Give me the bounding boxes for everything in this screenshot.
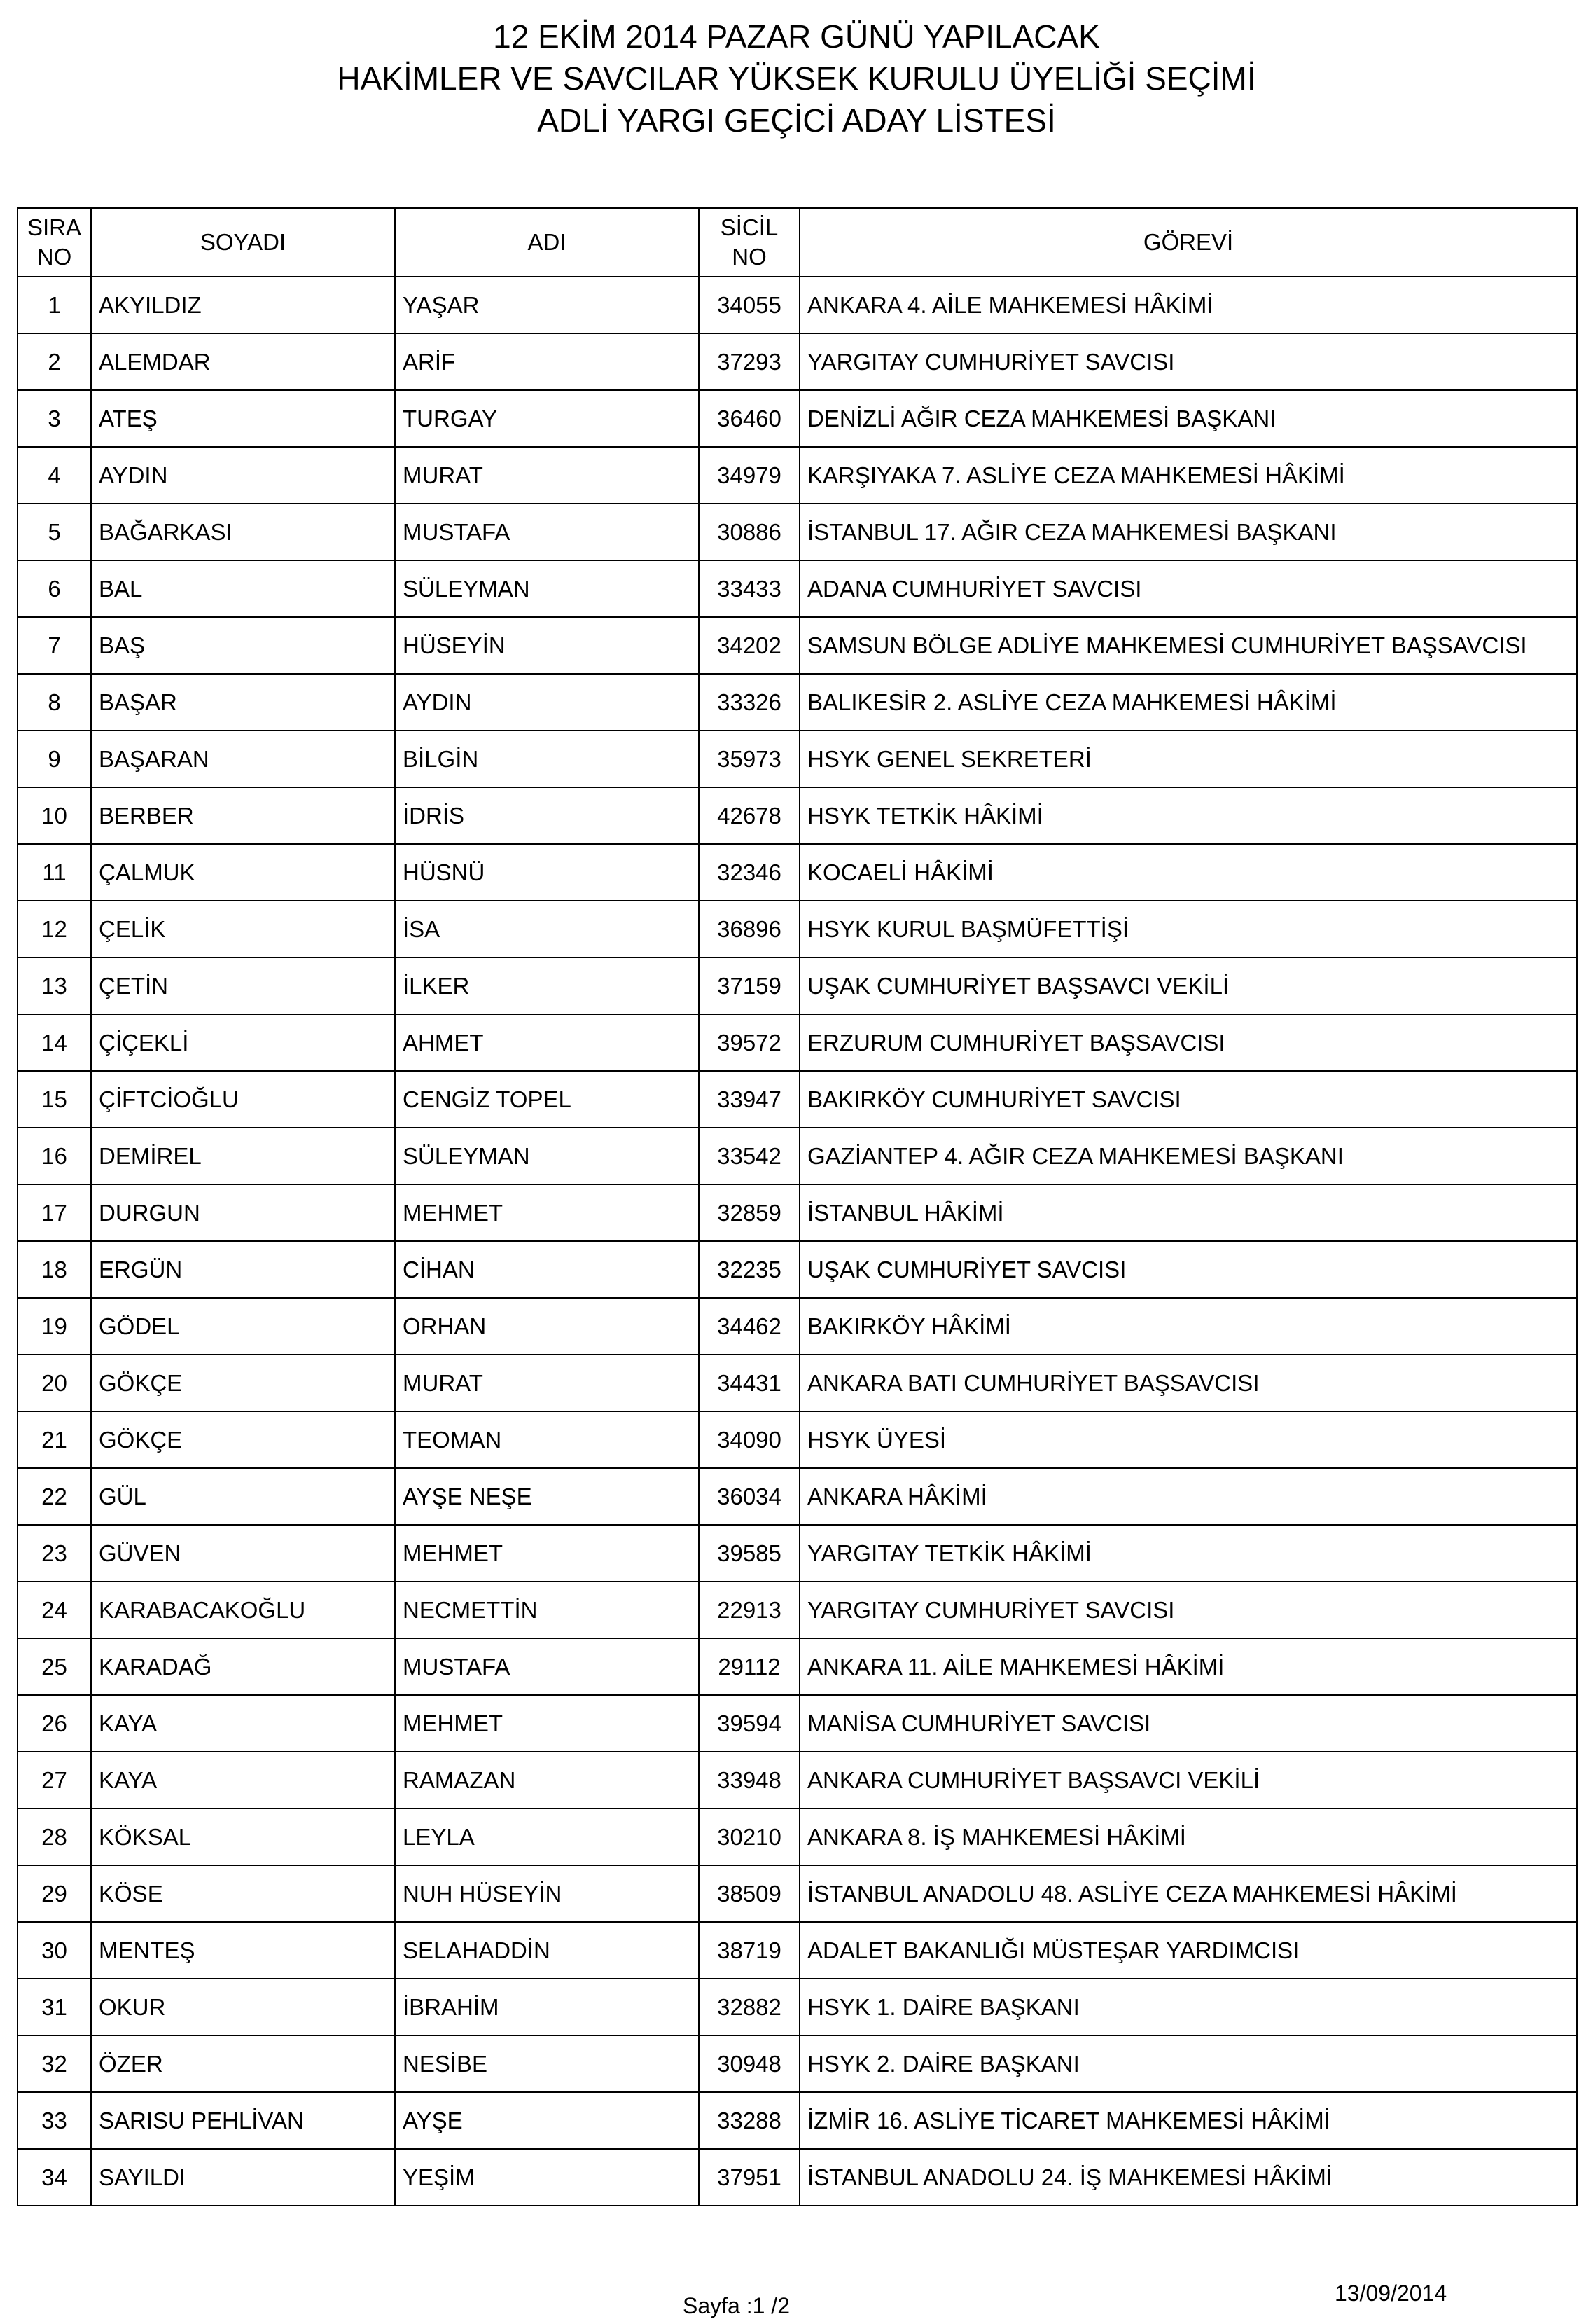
cell-sira-no: 22 bbox=[18, 1468, 91, 1525]
table-row bbox=[18, 617, 1577, 674]
cell-sicil-no: 37951 bbox=[699, 2149, 800, 2206]
cell-sicil-no: 33947 bbox=[699, 1071, 800, 1128]
cell-sira-no: 19 bbox=[18, 1298, 91, 1355]
cell-gorevi: İSTANBUL HÂKİMİ bbox=[800, 1184, 1577, 1241]
document-title bbox=[0, 15, 1593, 141]
column-header-sira-line2: NO bbox=[36, 244, 72, 270]
cell-adi: SELAHADDİN bbox=[395, 1922, 699, 1979]
cell-gorevi: İSTANBUL ANADOLU 24. İŞ MAHKEMESİ HÂKİMİ bbox=[800, 2149, 1577, 2206]
cell-sira-no: 24 bbox=[18, 1582, 91, 1638]
table-row bbox=[18, 390, 1577, 447]
cell-soyadi: GÖKÇE bbox=[91, 1355, 395, 1411]
cell-sira-no: 33 bbox=[18, 2092, 91, 2149]
cell-adi: RAMAZAN bbox=[395, 1752, 699, 1808]
cell-soyadi: ÇİÇEKLİ bbox=[91, 1014, 395, 1071]
cell-soyadi: ÇELİK bbox=[91, 901, 395, 957]
cell-soyadi: ÇALMUK bbox=[91, 844, 395, 901]
column-header-gorevi: GÖREVİ bbox=[800, 208, 1577, 277]
cell-sicil-no: 30886 bbox=[699, 504, 800, 560]
table-body bbox=[18, 277, 1577, 2206]
cell-soyadi: KAYA bbox=[91, 1695, 395, 1752]
cell-sira-no: 25 bbox=[18, 1638, 91, 1695]
cell-gorevi: ERZURUM CUMHURİYET BAŞSAVCISI bbox=[800, 1014, 1577, 1071]
cell-sicil-no: 33948 bbox=[699, 1752, 800, 1808]
cell-soyadi: DEMİREL bbox=[91, 1128, 395, 1184]
table-row bbox=[18, 1865, 1577, 1922]
table-row bbox=[18, 2149, 1577, 2206]
cell-sira-no: 30 bbox=[18, 1922, 91, 1979]
cell-sicil-no: 33542 bbox=[699, 1128, 800, 1184]
cell-sicil-no: 34090 bbox=[699, 1411, 800, 1468]
table-row bbox=[18, 277, 1577, 333]
cell-gorevi: BAKIRKÖY CUMHURİYET SAVCISI bbox=[800, 1071, 1577, 1128]
cell-soyadi: ERGÜN bbox=[91, 1241, 395, 1298]
cell-sira-no: 20 bbox=[18, 1355, 91, 1411]
cell-gorevi: ANKARA 4. AİLE MAHKEMESİ HÂKİMİ bbox=[800, 277, 1577, 333]
cell-sira-no: 6 bbox=[18, 560, 91, 617]
cell-sira-no: 34 bbox=[18, 2149, 91, 2206]
cell-gorevi: İZMİR 16. ASLİYE TİCARET MAHKEMESİ HÂKİMİ bbox=[800, 2092, 1577, 2149]
cell-soyadi: KAYA bbox=[91, 1752, 395, 1808]
cell-adi: YAŞAR bbox=[395, 277, 699, 333]
cell-adi: İLKER bbox=[395, 957, 699, 1014]
cell-adi: NUH HÜSEYİN bbox=[395, 1865, 699, 1922]
cell-sicil-no: 30210 bbox=[699, 1808, 800, 1865]
cell-gorevi: ANKARA BATI CUMHURİYET BAŞSAVCISI bbox=[800, 1355, 1577, 1411]
cell-adi: TEOMAN bbox=[395, 1411, 699, 1468]
table-row bbox=[18, 2092, 1577, 2149]
cell-sira-no: 2 bbox=[18, 333, 91, 390]
cell-soyadi: SARISU PEHLİVAN bbox=[91, 2092, 395, 2149]
cell-adi: ARİF bbox=[395, 333, 699, 390]
cell-soyadi: OKUR bbox=[91, 1979, 395, 2035]
page-number: Sayfa :1 /2 bbox=[683, 2293, 790, 2318]
cell-adi: İDRİS bbox=[395, 787, 699, 844]
cell-sira-no: 5 bbox=[18, 504, 91, 560]
cell-adi: CENGİZ TOPEL bbox=[395, 1071, 699, 1128]
table-row bbox=[18, 1071, 1577, 1128]
cell-sicil-no: 32859 bbox=[699, 1184, 800, 1241]
column-header-sicil-line1: SİCİL bbox=[720, 214, 779, 240]
cell-soyadi: DURGUN bbox=[91, 1184, 395, 1241]
cell-sicil-no: 32235 bbox=[699, 1241, 800, 1298]
cell-soyadi: MENTEŞ bbox=[91, 1922, 395, 1979]
cell-sira-no: 31 bbox=[18, 1979, 91, 2035]
table-row bbox=[18, 1808, 1577, 1865]
cell-sicil-no: 38509 bbox=[699, 1865, 800, 1922]
cell-adi: MUSTAFA bbox=[395, 1638, 699, 1695]
cell-sira-no: 28 bbox=[18, 1808, 91, 1865]
cell-adi: İSA bbox=[395, 901, 699, 957]
cell-sicil-no: 33288 bbox=[699, 2092, 800, 2149]
cell-adi: MURAT bbox=[395, 447, 699, 504]
table-row bbox=[18, 1525, 1577, 1582]
cell-adi: NECMETTİN bbox=[395, 1582, 699, 1638]
cell-gorevi: UŞAK CUMHURİYET SAVCISI bbox=[800, 1241, 1577, 1298]
cell-sira-no: 13 bbox=[18, 957, 91, 1014]
cell-adi: CİHAN bbox=[395, 1241, 699, 1298]
cell-adi: ORHAN bbox=[395, 1298, 699, 1355]
cell-sira-no: 8 bbox=[18, 674, 91, 731]
cell-adi: AYDIN bbox=[395, 674, 699, 731]
cell-soyadi: GÜVEN bbox=[91, 1525, 395, 1582]
cell-sicil-no: 29112 bbox=[699, 1638, 800, 1695]
cell-soyadi: AKYILDIZ bbox=[91, 277, 395, 333]
cell-gorevi: ANKARA HÂKİMİ bbox=[800, 1468, 1577, 1525]
table-row bbox=[18, 731, 1577, 787]
column-header-sicil-line2: NO bbox=[732, 244, 767, 270]
table-row bbox=[18, 333, 1577, 390]
cell-gorevi: GAZİANTEP 4. AĞIR CEZA MAHKEMESİ BAŞKANI bbox=[800, 1128, 1577, 1184]
cell-sira-no: 32 bbox=[18, 2035, 91, 2092]
cell-gorevi: UŞAK CUMHURİYET BAŞSAVCI VEKİLİ bbox=[800, 957, 1577, 1014]
cell-soyadi: BAL bbox=[91, 560, 395, 617]
table-row bbox=[18, 560, 1577, 617]
cell-adi: YEŞİM bbox=[395, 2149, 699, 2206]
cell-gorevi: İSTANBUL 17. AĞIR CEZA MAHKEMESİ BAŞKANI bbox=[800, 504, 1577, 560]
cell-sicil-no: 36034 bbox=[699, 1468, 800, 1525]
table-row bbox=[18, 844, 1577, 901]
cell-gorevi: YARGITAY CUMHURİYET SAVCISI bbox=[800, 333, 1577, 390]
cell-soyadi: KARABACAKOĞLU bbox=[91, 1582, 395, 1638]
cell-soyadi: KARADAĞ bbox=[91, 1638, 395, 1695]
cell-gorevi: HSYK 2. DAİRE BAŞKANI bbox=[800, 2035, 1577, 2092]
cell-soyadi: GÜL bbox=[91, 1468, 395, 1525]
table-row bbox=[18, 447, 1577, 504]
candidate-table bbox=[17, 207, 1578, 2206]
table-row bbox=[18, 1582, 1577, 1638]
cell-sicil-no: 33433 bbox=[699, 560, 800, 617]
cell-adi: NESİBE bbox=[395, 2035, 699, 2092]
cell-gorevi: ANKARA CUMHURİYET BAŞSAVCI VEKİLİ bbox=[800, 1752, 1577, 1808]
cell-sira-no: 17 bbox=[18, 1184, 91, 1241]
cell-sicil-no: 38719 bbox=[699, 1922, 800, 1979]
table-row bbox=[18, 787, 1577, 844]
table-row bbox=[18, 1638, 1577, 1695]
cell-sira-no: 18 bbox=[18, 1241, 91, 1298]
cell-sira-no: 14 bbox=[18, 1014, 91, 1071]
cell-soyadi: ATEŞ bbox=[91, 390, 395, 447]
cell-sicil-no: 39594 bbox=[699, 1695, 800, 1752]
cell-gorevi: BAKIRKÖY HÂKİMİ bbox=[800, 1298, 1577, 1355]
table-row bbox=[18, 1468, 1577, 1525]
column-header-adi: ADI bbox=[395, 208, 699, 277]
cell-adi: HÜSNÜ bbox=[395, 844, 699, 901]
cell-gorevi: ADANA CUMHURİYET SAVCISI bbox=[800, 560, 1577, 617]
cell-gorevi: HSYK TETKİK HÂKİMİ bbox=[800, 787, 1577, 844]
cell-adi: MEHMET bbox=[395, 1525, 699, 1582]
cell-sira-no: 9 bbox=[18, 731, 91, 787]
table-row bbox=[18, 1128, 1577, 1184]
cell-soyadi: AYDIN bbox=[91, 447, 395, 504]
cell-adi: MUSTAFA bbox=[395, 504, 699, 560]
cell-soyadi: KÖSE bbox=[91, 1865, 395, 1922]
cell-gorevi: HSYK ÜYESİ bbox=[800, 1411, 1577, 1468]
cell-soyadi: BAŞAR bbox=[91, 674, 395, 731]
cell-soyadi: ÇETİN bbox=[91, 957, 395, 1014]
cell-gorevi: HSYK GENEL SEKRETERİ bbox=[800, 731, 1577, 787]
cell-sira-no: 29 bbox=[18, 1865, 91, 1922]
column-header-sira-no bbox=[18, 208, 91, 277]
table-row bbox=[18, 1014, 1577, 1071]
table-row bbox=[18, 1922, 1577, 1979]
cell-sira-no: 7 bbox=[18, 617, 91, 674]
cell-soyadi: ÖZER bbox=[91, 2035, 395, 2092]
print-date: 13/09/2014 bbox=[1335, 2281, 1447, 2306]
cell-adi: SÜLEYMAN bbox=[395, 560, 699, 617]
cell-sicil-no: 34431 bbox=[699, 1355, 800, 1411]
column-header-soyadi: SOYADI bbox=[91, 208, 395, 277]
cell-soyadi: BERBER bbox=[91, 787, 395, 844]
table-row bbox=[18, 1979, 1577, 2035]
cell-adi: AYŞE NEŞE bbox=[395, 1468, 699, 1525]
table-header-row bbox=[18, 208, 1577, 277]
cell-sira-no: 23 bbox=[18, 1525, 91, 1582]
cell-sicil-no: 22913 bbox=[699, 1582, 800, 1638]
cell-gorevi: DENİZLİ AĞIR CEZA MAHKEMESİ BAŞKANI bbox=[800, 390, 1577, 447]
cell-soyadi: GÖDEL bbox=[91, 1298, 395, 1355]
cell-sicil-no: 35973 bbox=[699, 731, 800, 787]
cell-sira-no: 15 bbox=[18, 1071, 91, 1128]
cell-gorevi: KARŞIYAKA 7. ASLİYE CEZA MAHKEMESİ HÂKİMİ bbox=[800, 447, 1577, 504]
cell-sicil-no: 37293 bbox=[699, 333, 800, 390]
cell-gorevi: İSTANBUL ANADOLU 48. ASLİYE CEZA MAHKEMESİ HÂKİMİ bbox=[800, 1865, 1577, 1922]
cell-soyadi: ALEMDAR bbox=[91, 333, 395, 390]
cell-sicil-no: 32346 bbox=[699, 844, 800, 901]
cell-soyadi: GÖKÇE bbox=[91, 1411, 395, 1468]
cell-adi: HÜSEYİN bbox=[395, 617, 699, 674]
table-row bbox=[18, 2035, 1577, 2092]
cell-sicil-no: 34202 bbox=[699, 617, 800, 674]
cell-sicil-no: 34462 bbox=[699, 1298, 800, 1355]
cell-gorevi: HSYK KURUL BAŞMÜFETTİŞİ bbox=[800, 901, 1577, 957]
cell-sira-no: 3 bbox=[18, 390, 91, 447]
cell-sicil-no: 30948 bbox=[699, 2035, 800, 2092]
table-row bbox=[18, 901, 1577, 957]
cell-gorevi: HSYK 1. DAİRE BAŞKANI bbox=[800, 1979, 1577, 2035]
cell-sira-no: 11 bbox=[18, 844, 91, 901]
cell-soyadi: ÇİFTCİOĞLU bbox=[91, 1071, 395, 1128]
column-header-sira-line1: SIRA bbox=[27, 214, 82, 240]
cell-sicil-no: 36896 bbox=[699, 901, 800, 957]
cell-soyadi: KÖKSAL bbox=[91, 1808, 395, 1865]
table-row bbox=[18, 957, 1577, 1014]
cell-soyadi: BAĞARKASI bbox=[91, 504, 395, 560]
cell-gorevi: ADALET BAKANLIĞI MÜSTEŞAR YARDIMCISI bbox=[800, 1922, 1577, 1979]
table-row bbox=[18, 1298, 1577, 1355]
cell-soyadi: BAŞARAN bbox=[91, 731, 395, 787]
cell-gorevi: ANKARA 8. İŞ MAHKEMESİ HÂKİMİ bbox=[800, 1808, 1577, 1865]
cell-gorevi: ANKARA 11. AİLE MAHKEMESİ HÂKİMİ bbox=[800, 1638, 1577, 1695]
cell-soyadi: BAŞ bbox=[91, 617, 395, 674]
cell-adi: İBRAHİM bbox=[395, 1979, 699, 2035]
cell-sicil-no: 33326 bbox=[699, 674, 800, 731]
cell-adi: MURAT bbox=[395, 1355, 699, 1411]
table-row bbox=[18, 1695, 1577, 1752]
cell-adi: MEHMET bbox=[395, 1695, 699, 1752]
cell-sira-no: 26 bbox=[18, 1695, 91, 1752]
table-row bbox=[18, 1411, 1577, 1468]
cell-sira-no: 21 bbox=[18, 1411, 91, 1468]
title-line-1: 12 EKİM 2014 PAZAR GÜNÜ YAPILACAK bbox=[493, 18, 1100, 55]
cell-sicil-no: 34979 bbox=[699, 447, 800, 504]
table-row bbox=[18, 674, 1577, 731]
cell-sicil-no: 34055 bbox=[699, 277, 800, 333]
title-line-3: ADLİ YARGI GEÇİCİ ADAY LİSTESİ bbox=[537, 102, 1056, 139]
cell-sira-no: 27 bbox=[18, 1752, 91, 1808]
cell-sicil-no: 42678 bbox=[699, 787, 800, 844]
cell-sira-no: 4 bbox=[18, 447, 91, 504]
cell-soyadi: SAYILDI bbox=[91, 2149, 395, 2206]
cell-adi: BİLGİN bbox=[395, 731, 699, 787]
cell-sira-no: 16 bbox=[18, 1128, 91, 1184]
table-row bbox=[18, 1355, 1577, 1411]
table-row bbox=[18, 1184, 1577, 1241]
cell-sicil-no: 39572 bbox=[699, 1014, 800, 1071]
cell-adi: AHMET bbox=[395, 1014, 699, 1071]
cell-gorevi: YARGITAY TETKİK HÂKİMİ bbox=[800, 1525, 1577, 1582]
cell-sicil-no: 32882 bbox=[699, 1979, 800, 2035]
column-header-sicil-no bbox=[699, 208, 800, 277]
cell-sicil-no: 39585 bbox=[699, 1525, 800, 1582]
cell-sira-no: 10 bbox=[18, 787, 91, 844]
cell-gorevi: BALIKESİR 2. ASLİYE CEZA MAHKEMESİ HÂKİMİ bbox=[800, 674, 1577, 731]
cell-adi: TURGAY bbox=[395, 390, 699, 447]
cell-gorevi: KOCAELİ HÂKİMİ bbox=[800, 844, 1577, 901]
cell-sira-no: 12 bbox=[18, 901, 91, 957]
cell-adi: SÜLEYMAN bbox=[395, 1128, 699, 1184]
table-row bbox=[18, 1752, 1577, 1808]
table-row bbox=[18, 504, 1577, 560]
cell-gorevi: YARGITAY CUMHURİYET SAVCISI bbox=[800, 1582, 1577, 1638]
title-line-2: HAKİMLER VE SAVCILAR YÜKSEK KURULU ÜYELİĞİ SEÇİMİ bbox=[337, 60, 1256, 97]
cell-adi: AYŞE bbox=[395, 2092, 699, 2149]
cell-adi: LEYLA bbox=[395, 1808, 699, 1865]
cell-sicil-no: 37159 bbox=[699, 957, 800, 1014]
cell-adi: MEHMET bbox=[395, 1184, 699, 1241]
cell-gorevi: MANİSA CUMHURİYET SAVCISI bbox=[800, 1695, 1577, 1752]
cell-sira-no: 1 bbox=[18, 277, 91, 333]
cell-gorevi: SAMSUN BÖLGE ADLİYE MAHKEMESİ CUMHURİYET BAŞSAVCISI bbox=[800, 617, 1577, 674]
table-row bbox=[18, 1241, 1577, 1298]
cell-sicil-no: 36460 bbox=[699, 390, 800, 447]
